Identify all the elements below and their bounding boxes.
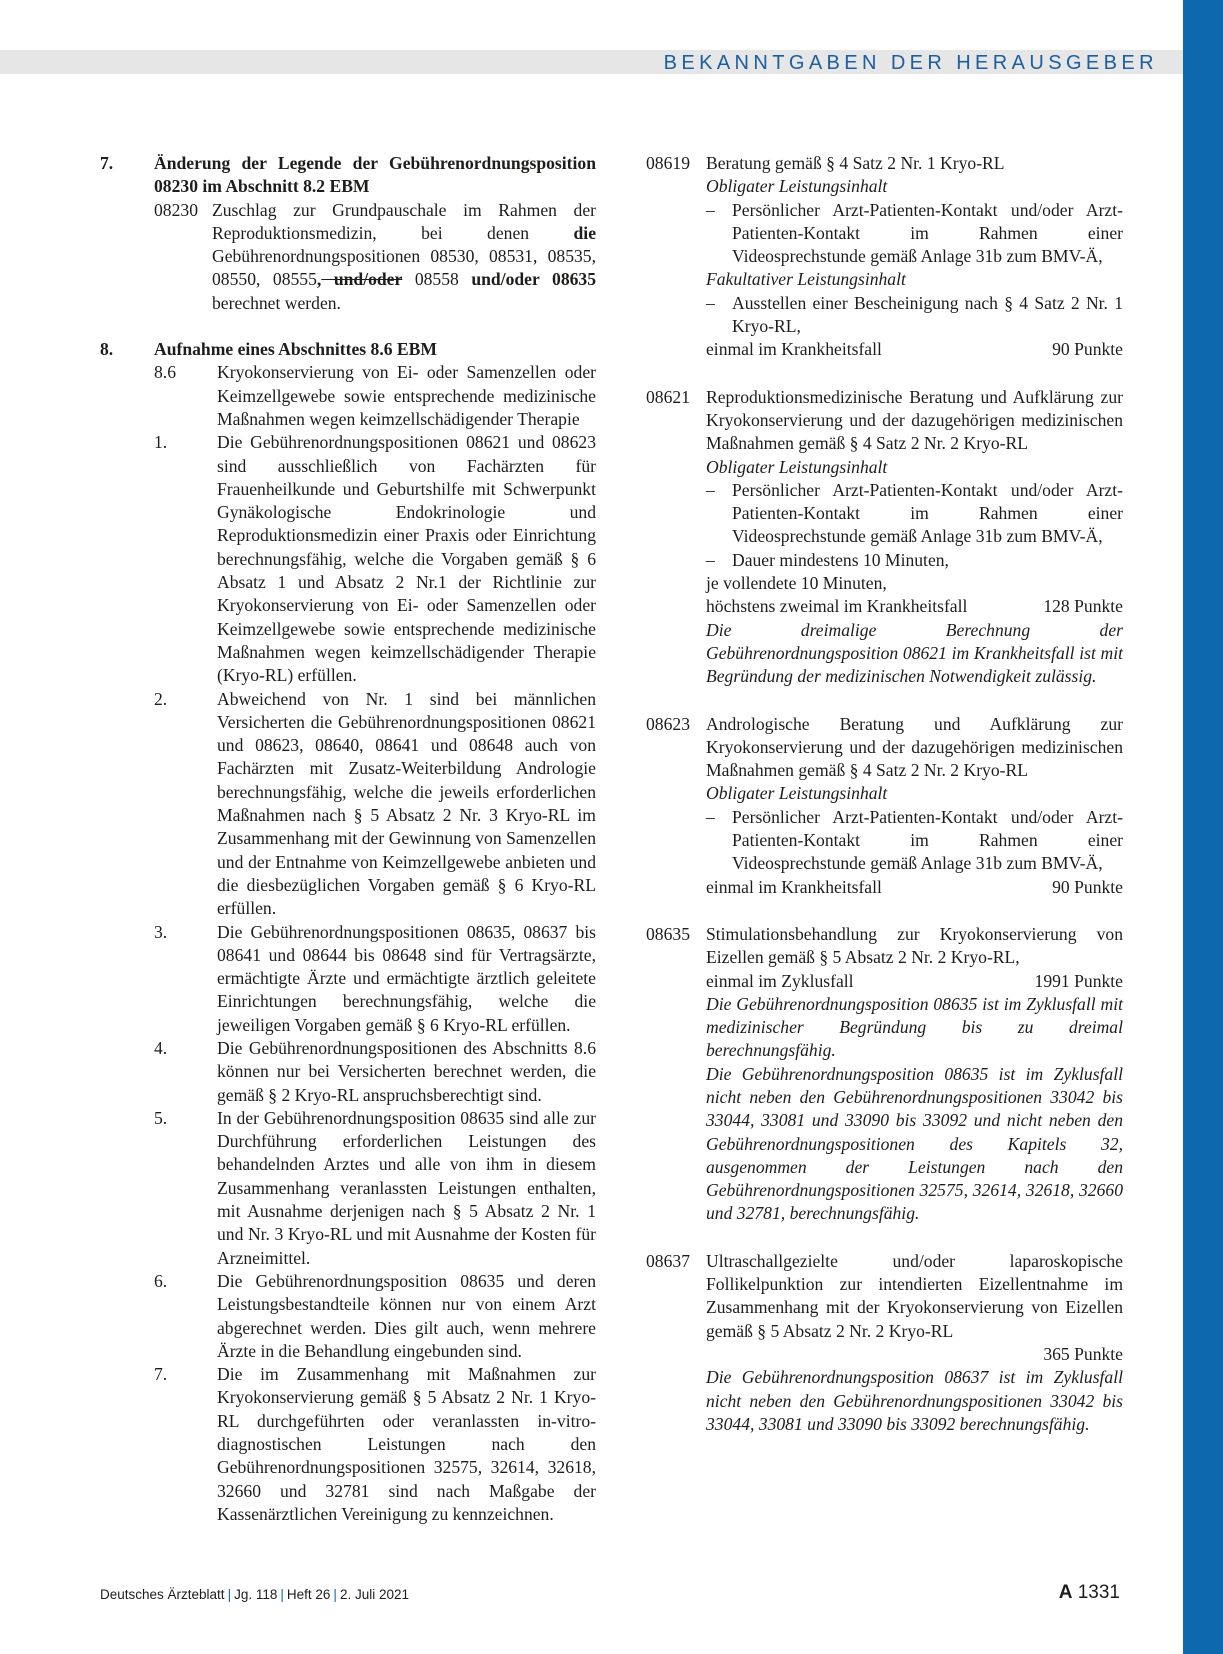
legend-deleted-text: und/oder: [321, 269, 403, 290]
list-item-number: 7.: [154, 1364, 168, 1385]
gop-08637-entry: [646, 1250, 1123, 1436]
legend-text: 08558: [402, 269, 472, 290]
list-item: [100, 1363, 596, 1526]
page-prefix: A: [1058, 1582, 1073, 1603]
list-item-text: Abweichend von Nr. 1 sind bei männlichen Versicherten die Gebührenordnungspositionen 08621 und 08623, 08640, 08641 und 08648 auch von Fachärzten mit Zusatz-Weiterbildung Andrologie berechnungsfähig, welche die jeweils erforderlichen Maßnahmen nach § 5 Absatz 2 Nr. 3 Kryo-RL im Zusammenhang mit der Gewinnung von Samenzellen und der Entnahme von Keimzellgewebe anbieten und die diesbezüglichen Vorgaben gemäß § 6 Kryo-RL erfüllen.: [217, 688, 596, 919]
journal-name: Deutsches Ärzteblatt: [100, 1587, 225, 1602]
gop-08621-entry: [646, 386, 1123, 689]
list-item-number: 4.: [154, 1037, 168, 1058]
frequency: höchstens zweimal im Krankheitsfall: [706, 596, 968, 617]
section-8-heading: [100, 338, 596, 361]
separator: |: [333, 1587, 337, 1602]
gop-code: 08637: [646, 1250, 690, 1271]
points-line: [706, 876, 1123, 899]
journal-issue: Heft 26: [286, 1587, 331, 1602]
list-item-number: 3.: [154, 921, 168, 942]
points-value: 90 Punkte: [1052, 876, 1123, 897]
list-item-number: 6.: [154, 1270, 168, 1291]
gop-08619-entry: [646, 152, 1123, 362]
frequency: einmal im Krankheitsfall: [706, 339, 882, 360]
left-column: [100, 152, 596, 1526]
content-bullet: – Dauer mindestens 10 Minuten,: [706, 549, 949, 570]
journal-volume: Jg. 118: [234, 1587, 278, 1602]
list-item-number: 1.: [154, 432, 168, 453]
legend-text: Gebührenordnungspositionen 08530, 08531, 08535, 08550, 08555: [212, 246, 596, 290]
gop-code: 08619: [646, 153, 690, 173]
list-item: [100, 1270, 596, 1363]
gop-code: 08230: [154, 199, 198, 220]
frequency: einmal im Zyklusfall: [706, 970, 854, 991]
list-item: [100, 1037, 596, 1107]
legend-bold-insert: und/oder 08635: [471, 269, 597, 290]
points-value: 128 Punkte: [1043, 596, 1123, 617]
points-line: [706, 338, 1123, 361]
points-line: [706, 595, 1123, 618]
footer-citation: [100, 1587, 409, 1602]
legend-text: berechnet werden.: [212, 292, 341, 313]
gop-note: Die Gebührenordnungsposition 08635 ist im Zyklusfall mit medizinischer Begründung bis zu dreimal berechnungsfähig.: [706, 993, 1123, 1061]
side-color-bar: [1183, 0, 1223, 1654]
section-number: 7.: [100, 153, 114, 173]
gop-legend: [212, 199, 596, 315]
gop-08623-entry: [646, 713, 1123, 899]
list-item: [100, 688, 596, 921]
list-item: [100, 921, 596, 1037]
obligatory-content-label: Obligater Leistungsinhalt: [706, 783, 888, 804]
gop-note: Die Gebührenordnungsposition 08635 ist im Zyklusfall nicht neben den Gebührenordnungspositionen 33042 bis 33044, 33081 und 33090 bis 33092 und nicht neben den Gebührenordnungspositionen des Kapitels 32, ausgenommen der Leistungen nach den Gebührenordnungspositionen 32575, 32614, 32618, 32660 und 32781, berechnungsfähig.: [706, 1063, 1123, 1224]
gop-title: Beratung gemäß § 4 Satz 2 Nr. 1 Kryo-RL: [706, 153, 1005, 173]
separator: |: [280, 1587, 284, 1602]
content-bullet: – Ausstellen einer Bescheinigung nach § 4 Satz 2 Nr. 1 Kryo-RL,: [706, 292, 1123, 337]
list-item-text: Die Gebührenordnungspositionen 08635, 08637 bis 08641 und 08644 bis 08648 sind für Vertragsärzte, ermächtigte Ärzte und ermächtigte ärztlich geleitete Einrichtungen berechnungsfähig, welche die jeweiligen Vorgaben gemäß § 6 Kryo-RL erfüllen.: [217, 921, 596, 1035]
content-bullet: – Persönlicher Arzt-Patienten-Kontakt und/oder Arzt-Patienten-Kontakt im Rahmen einer Videosprechstunde gemäß Anlage 31b zum BMV-Ä,: [706, 806, 1123, 874]
section-title: Aufnahme eines Abschnittes 8.6 EBM: [154, 339, 437, 360]
page-number: [1059, 1582, 1120, 1604]
optional-content-label: Fakultativer Leistungsinhalt: [706, 269, 906, 290]
content-bullet: – Persönlicher Arzt-Patienten-Kontakt und/oder Arzt-Patienten-Kontakt im Rahmen einer Videosprechstunde gemäß Anlage 31b zum BMV-Ä,: [706, 199, 1123, 267]
right-column: [646, 152, 1123, 1436]
unit-line: je vollendete 10 Minuten,: [706, 573, 887, 594]
gop-note: Die dreimalige Berechnung der Gebührenordnungsposition 08621 im Krankheitsfall ist mit Begründung der medizinischen Notwendigkeit zulässig.: [706, 619, 1123, 687]
subsection-title: Kryokonservierung von Ei- oder Samenzellen oder Keimzellgewebe sowie entsprechende medizinische Maßnahmen wegen keimzellschädigender Therapie: [217, 362, 596, 429]
obligatory-content-label: Obligater Leistungsinhalt: [706, 176, 888, 197]
page-number-value: 1331: [1077, 1582, 1120, 1603]
list-item-text: In der Gebührenordnungsposition 08635 sind alle zur Durchführung erforderlichen Leistungen des behandelnden Arztes und alle von ihm in diesem Zusammenhang veranlassten Leistungen enthalten, mit Ausnahme derjenigen nach § 5 Absatz 2 Nr. 1 und Nr. 3 Kryo-RL und mit Ausnahme der Kosten für Arzneimittel.: [217, 1107, 596, 1268]
gop-title: Ultraschallgezielte und/oder laparoskopische Follikelpunktion zur intendierten Eizellentnahme im Zusammenhang mit der Kryokonservierung von Eizellen gemäß § 5 Absatz 2 Nr. 2 Kryo-RL: [706, 1250, 1123, 1341]
gop-code: 08623: [646, 713, 690, 734]
gop-title: Andrologische Beratung und Aufklärung zur Kryokonservierung und der dazugehörigen medizinischen Maßnahmen gemäß § 4 Satz 2 Nr. 2 Kryo-RL: [706, 713, 1123, 781]
gop-code: 08635: [646, 923, 690, 944]
gop-note: Die Gebührenordnungsposition 08637 ist im Zyklusfall nicht neben den Gebührenordnungspositionen 33042 bis 33044, 33081 und 33090 bis 33092 berechnungsfähig.: [706, 1367, 1123, 1434]
list-item-number: 2.: [154, 688, 168, 709]
gop-08635-entry: [646, 923, 1123, 1226]
gop-code: 08621: [646, 386, 690, 407]
list-item-text: Die Gebührenordnungspositionen des Abschnitts 8.6 können nur bei Versicherten berechnet werden, die gemäß § 2 Kryo-RL anspruchsberechtigt sind.: [217, 1037, 596, 1105]
legend-bold-insert: die: [573, 222, 596, 243]
frequency: einmal im Krankheitsfall: [706, 876, 882, 897]
list-item-text: Die Gebührenordnungspositionen 08621 und 08623 sind ausschließlich von Fachärzten für Frauenheilkunde und Geburtshilfe mit Schwerpunkt Gynäkologische Endokrinologie und Reproduktionsmedizin einer Praxis oder Einrichtung berechnungsfähig, welche die Vorgaben gemäß § 6 Absatz 1 und Absatz 2 Nr.1 der Richtlinie zur Kryokonservierung von Ei- oder Samenzellen oder Keimzellgewebe sowie entsprechende medizinische Maßnahmen wegen keimzellschädigender Therapie (Kryo-RL) erfüllen.: [217, 432, 596, 686]
list-item: [100, 431, 596, 687]
list-item-text: Die im Zusammenhang mit Maßnahmen zur Kryokonservierung gemäß § 5 Absatz 2 Nr. 1 Kryo-RL durchgeführten oder veranlassten in-vitro-diagnostischen Leistungen nach den Gebührenordnungspositionen 32575, 32614, 32618, 32660 und 32781 sind nach Maßgabe der Kassenärztlichen Vereinigung zu kennzeichnen.: [217, 1364, 596, 1524]
separator: |: [227, 1587, 232, 1602]
gop-title: Reproduktionsmedizinische Beratung und Aufklärung zur Kryokonservierung und der dazugehörigen medizinischen Maßnahmen gemäß § 4 Satz 2 Nr. 2 Kryo-RL: [706, 386, 1123, 454]
points-line: [706, 970, 1123, 993]
points-value: 90 Punkte: [1052, 339, 1123, 360]
legend-text: Zuschlag zur Grundpauschale im Rahmen der Reproduktionsmedizin, bei denen: [212, 199, 596, 243]
section-7-heading: [100, 152, 596, 199]
list-item-text: Die Gebührenordnungsposition 08635 und deren Leistungsbestandteile können nur von einem Arzt abgerechnet werden. Dies gilt auch, wenn mehrere Ärzte in die Behandlung eingebunden sind.: [217, 1270, 596, 1361]
gop-title: Stimulationsbehandlung zur Kryokonservierung von Eizellen gemäß § 5 Absatz 2 Nr. 2 Kryo-RL,: [706, 923, 1123, 968]
section-title: Änderung der Legende der Gebührenordnungsposition 08230 im Abschnitt 8.2 EBM: [154, 153, 596, 197]
section-header-title: BEKANNTGABEN DER HERAUSGEBER: [663, 52, 1158, 74]
gop-08230-entry: [100, 199, 596, 315]
obligatory-content-label: Obligater Leistungsinhalt: [706, 456, 888, 477]
list-item-number: 5.: [154, 1107, 168, 1128]
subsection-8-6: [100, 361, 596, 431]
legend-bold-insert: ,: [316, 269, 322, 290]
content-bullet: – Persönlicher Arzt-Patienten-Kontakt und/oder Arzt-Patienten-Kontakt im Rahmen einer Videosprechstunde gemäß Anlage 31b zum BMV-Ä,: [706, 479, 1123, 547]
issue-date: 2. Juli 2021: [339, 1587, 409, 1602]
list-item: [100, 1107, 596, 1270]
points-value: 1991 Punkte: [1034, 970, 1123, 991]
points-value: 365 Punkte: [1043, 1343, 1123, 1364]
subsection-number: 8.6: [154, 362, 176, 383]
section-number: 8.: [100, 339, 114, 360]
